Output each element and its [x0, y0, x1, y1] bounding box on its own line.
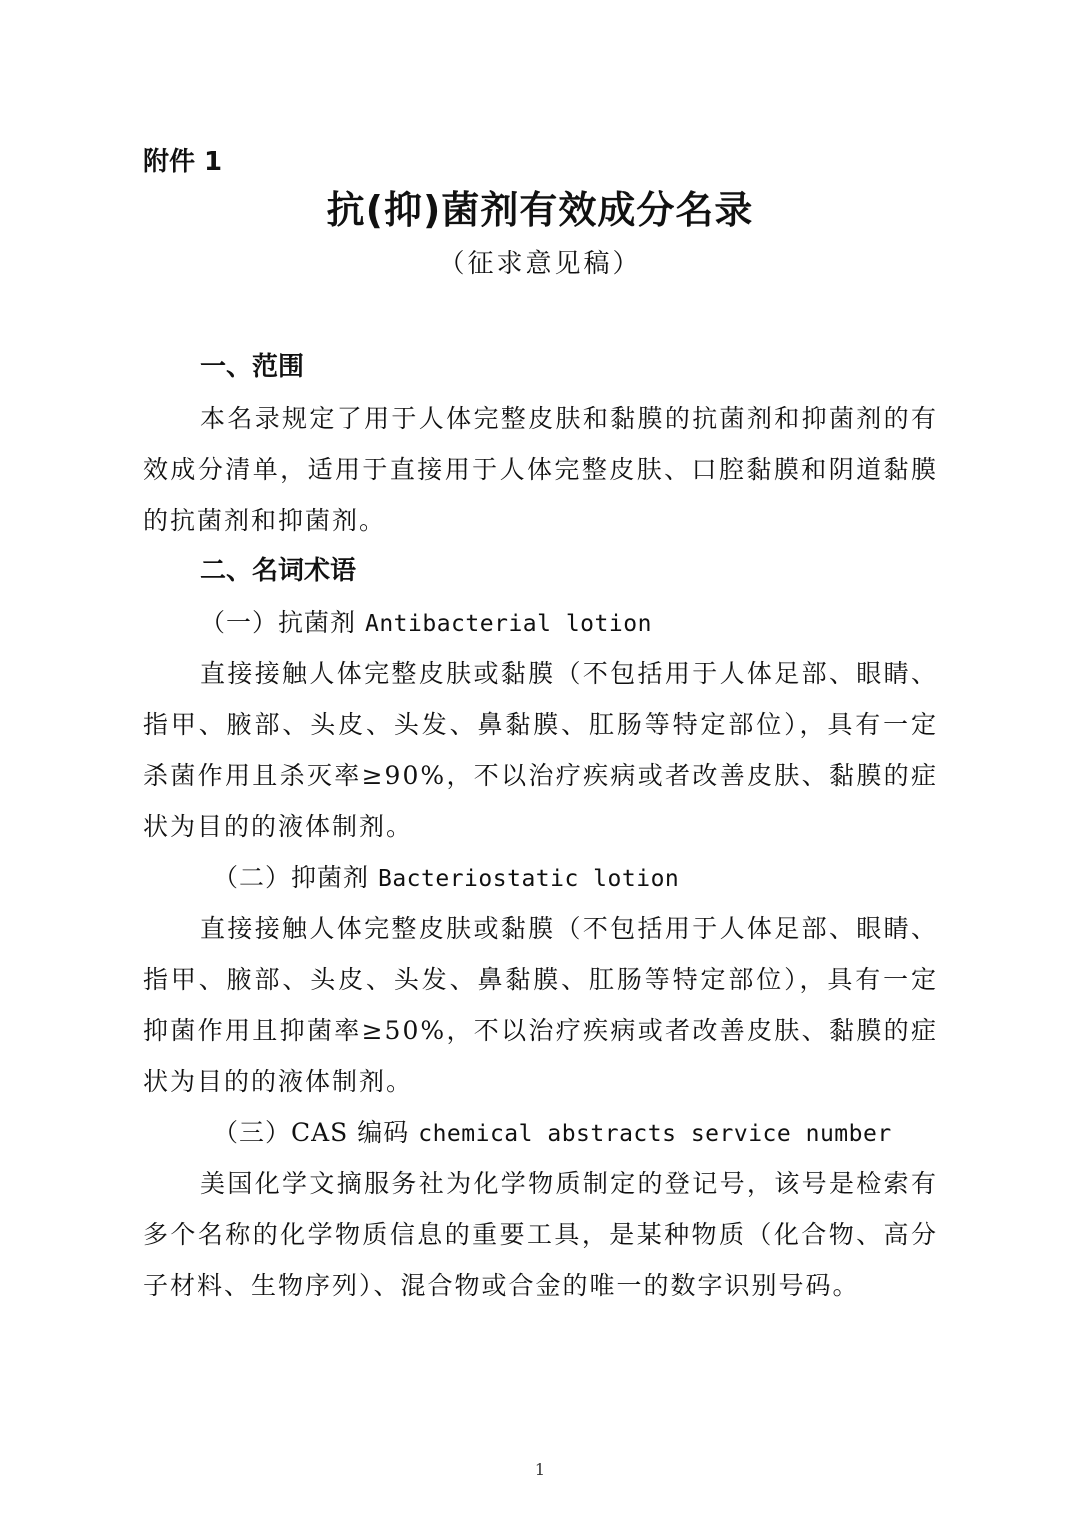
term-label: （二）抑菌剂: [213, 863, 370, 892]
paragraph-cas-definition: 美国化学文摘服务社为化学物质制定的登记号，该号是检索有多个名称的化学物质信息的重要工具，是某种物质（化合物、高分子材料、生物序列）、混合物或合金的唯一的数字识别号码。: [143, 1169, 938, 1300]
section-heading-terms: 二、名词术语: [200, 556, 357, 586]
term-heading-bacteriostatic: [143, 852, 938, 903]
document-title: 抗(抑)菌剂有效成分名录: [326, 188, 754, 232]
term-english-name: Bacteriostatic lotion: [377, 866, 680, 892]
term-heading-cas: [143, 1107, 938, 1158]
term-english-name: Antibacterial lotion: [364, 611, 652, 637]
paragraph-antibacterial-definition: 直接接触人体完整皮肤或黏膜（不包括用于人体足部、眼睛、指甲、腋部、头皮、头发、鼻黏膜、肛肠等特定部位），具有一定杀菌作用且杀灭率≥90%，不以治疗疾病或者改善皮肤、黏膜的症状为目的的液体制剂。: [143, 659, 938, 841]
term-label: （三）CAS 编码: [213, 1118, 410, 1147]
section-heading-scope: 一、范围: [200, 352, 305, 382]
paragraph-scope: 本名录规定了用于人体完整皮肤和黏膜的抗菌剂和抑菌剂的有效成分清单，适用于直接用于人体完整皮肤、口腔黏膜和阴道黏膜的抗菌剂和抑菌剂。: [143, 404, 938, 535]
term-label: （一）抗菌剂: [200, 608, 357, 637]
attachment-label: 附件 1: [143, 147, 223, 177]
term-heading-antibacterial: [143, 597, 938, 648]
document-body: [143, 342, 938, 1311]
term-english-name: chemical abstracts service number: [418, 1121, 892, 1147]
document-subtitle: （征求意见稿）: [438, 249, 642, 279]
paragraph-bacteriostatic-definition: 直接接触人体完整皮肤或黏膜（不包括用于人体足部、眼睛、指甲、腋部、头皮、头发、鼻黏膜、肛肠等特定部位），具有一定抑菌作用且抑菌率≥50%，不以治疗疾病或者改善皮肤、黏膜的症状为目的的液体制剂。: [143, 914, 938, 1096]
page-number: 1: [534, 1460, 546, 1479]
